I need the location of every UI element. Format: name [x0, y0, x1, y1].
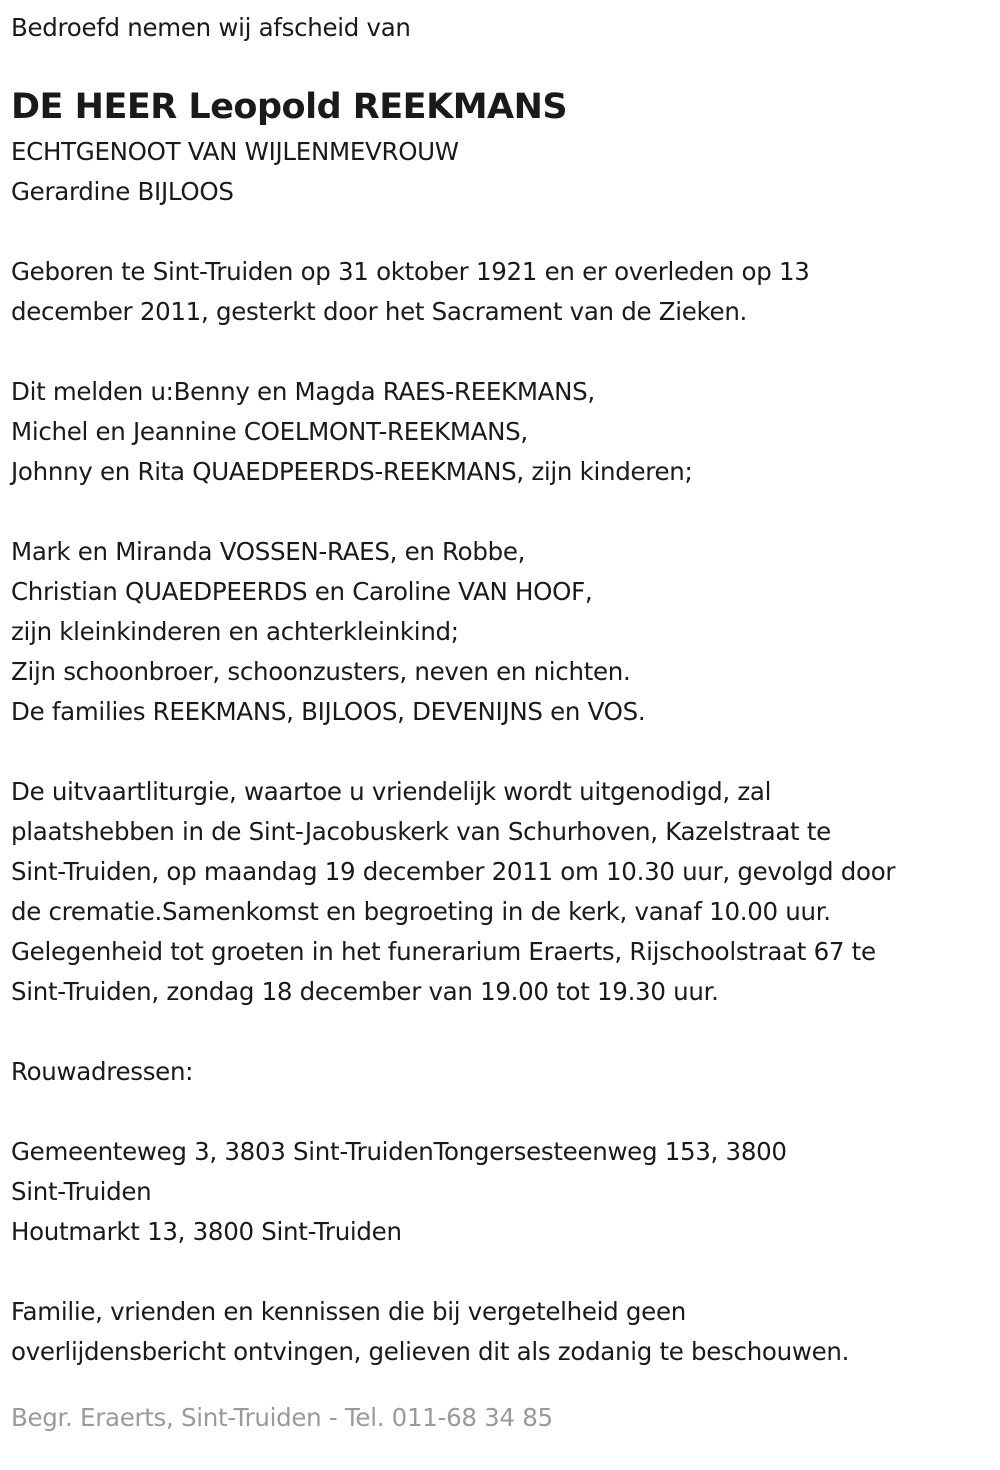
funeral-line: Sint-Truiden, zondag 18 december van 19.00 tot 19.30 uur. [11, 977, 719, 1006]
paragraph-gap [11, 1252, 991, 1292]
funeral-line: plaatshebben in de Sint-Jacobuskerk van Schurhoven, Kazelstraat te [11, 817, 831, 846]
paragraph-gap [11, 732, 991, 772]
family-line: De families REEKMANS, BIJLOOS, DEVENIJNS en VOS. [11, 697, 646, 726]
paragraph-gap [11, 1092, 991, 1132]
family-line: Christian QUAEDPEERDS en Caroline VAN HOOF, [11, 577, 593, 606]
family-line: zijn kleinkinderen en achterkleinkind; [11, 617, 459, 646]
funeral-line: Gelegenheid tot groeten in het funerarium Eraerts, Rijschoolstraat 67 te [11, 937, 876, 966]
funeral-home-footer: Begr. Eraerts, Sint-Truiden - Tel. 011-68 34 85 [11, 1403, 553, 1432]
spouse-line: Gerardine BIJLOOS [11, 177, 234, 206]
children-line: Johnny en Rita QUAEDPEERDS-REEKMANS, zijn kinderen; [11, 457, 693, 486]
family-line: Mark en Miranda VOSSEN-RAES, en Robbe, [11, 537, 526, 566]
family-line: Zijn schoonbroer, schoonzusters, neven en nichten. [11, 657, 631, 686]
address-line: Houtmarkt 13, 3800 Sint-Truiden [11, 1217, 402, 1246]
paragraph-gap [11, 1012, 991, 1052]
closing-line: Familie, vrienden en kennissen die bij vergetelheid geen [11, 1297, 686, 1326]
birth-death-line: december 2011, gesterkt door het Sacrament van de Zieken. [11, 297, 748, 326]
children-line: Dit melden u:Benny en Magda RAES-REEKMANS, [11, 377, 595, 406]
intro-text: Bedroefd nemen wij afscheid van [11, 13, 411, 42]
funeral-line: de crematie.Samenkomst en begroeting in de kerk, vanaf 10.00 uur. [11, 897, 831, 926]
address-line: Sint-Truiden [11, 1177, 152, 1206]
spouse-line: ECHTGENOOT VAN WIJLENMEVROUW [11, 137, 459, 166]
deceased-name: DE HEER Leopold REEKMANS [11, 87, 568, 127]
paragraph-gap [11, 492, 991, 532]
paragraph-gap [11, 332, 991, 372]
birth-death-line: Geboren te Sint-Truiden op 31 oktober 1921 en er overleden op 13 [11, 257, 810, 286]
funeral-line: Sint-Truiden, op maandag 19 december 2011 om 10.30 uur, gevolgd door [11, 857, 896, 886]
address-line: Gemeenteweg 3, 3803 Sint-TruidenTongersesteenweg 153, 3800 [11, 1137, 787, 1166]
obituary-notice [11, 8, 991, 1438]
children-line: Michel en Jeannine COELMONT-REEKMANS, [11, 417, 528, 446]
closing-line: overlijdensbericht ontvingen, gelieven dit als zodanig te beschouwen. [11, 1337, 850, 1366]
paragraph-gap [11, 212, 991, 252]
addresses-label: Rouwadressen: [11, 1057, 194, 1086]
funeral-line: De uitvaartliturgie, waartoe u vriendelijk wordt uitgenodigd, zal [11, 777, 772, 806]
